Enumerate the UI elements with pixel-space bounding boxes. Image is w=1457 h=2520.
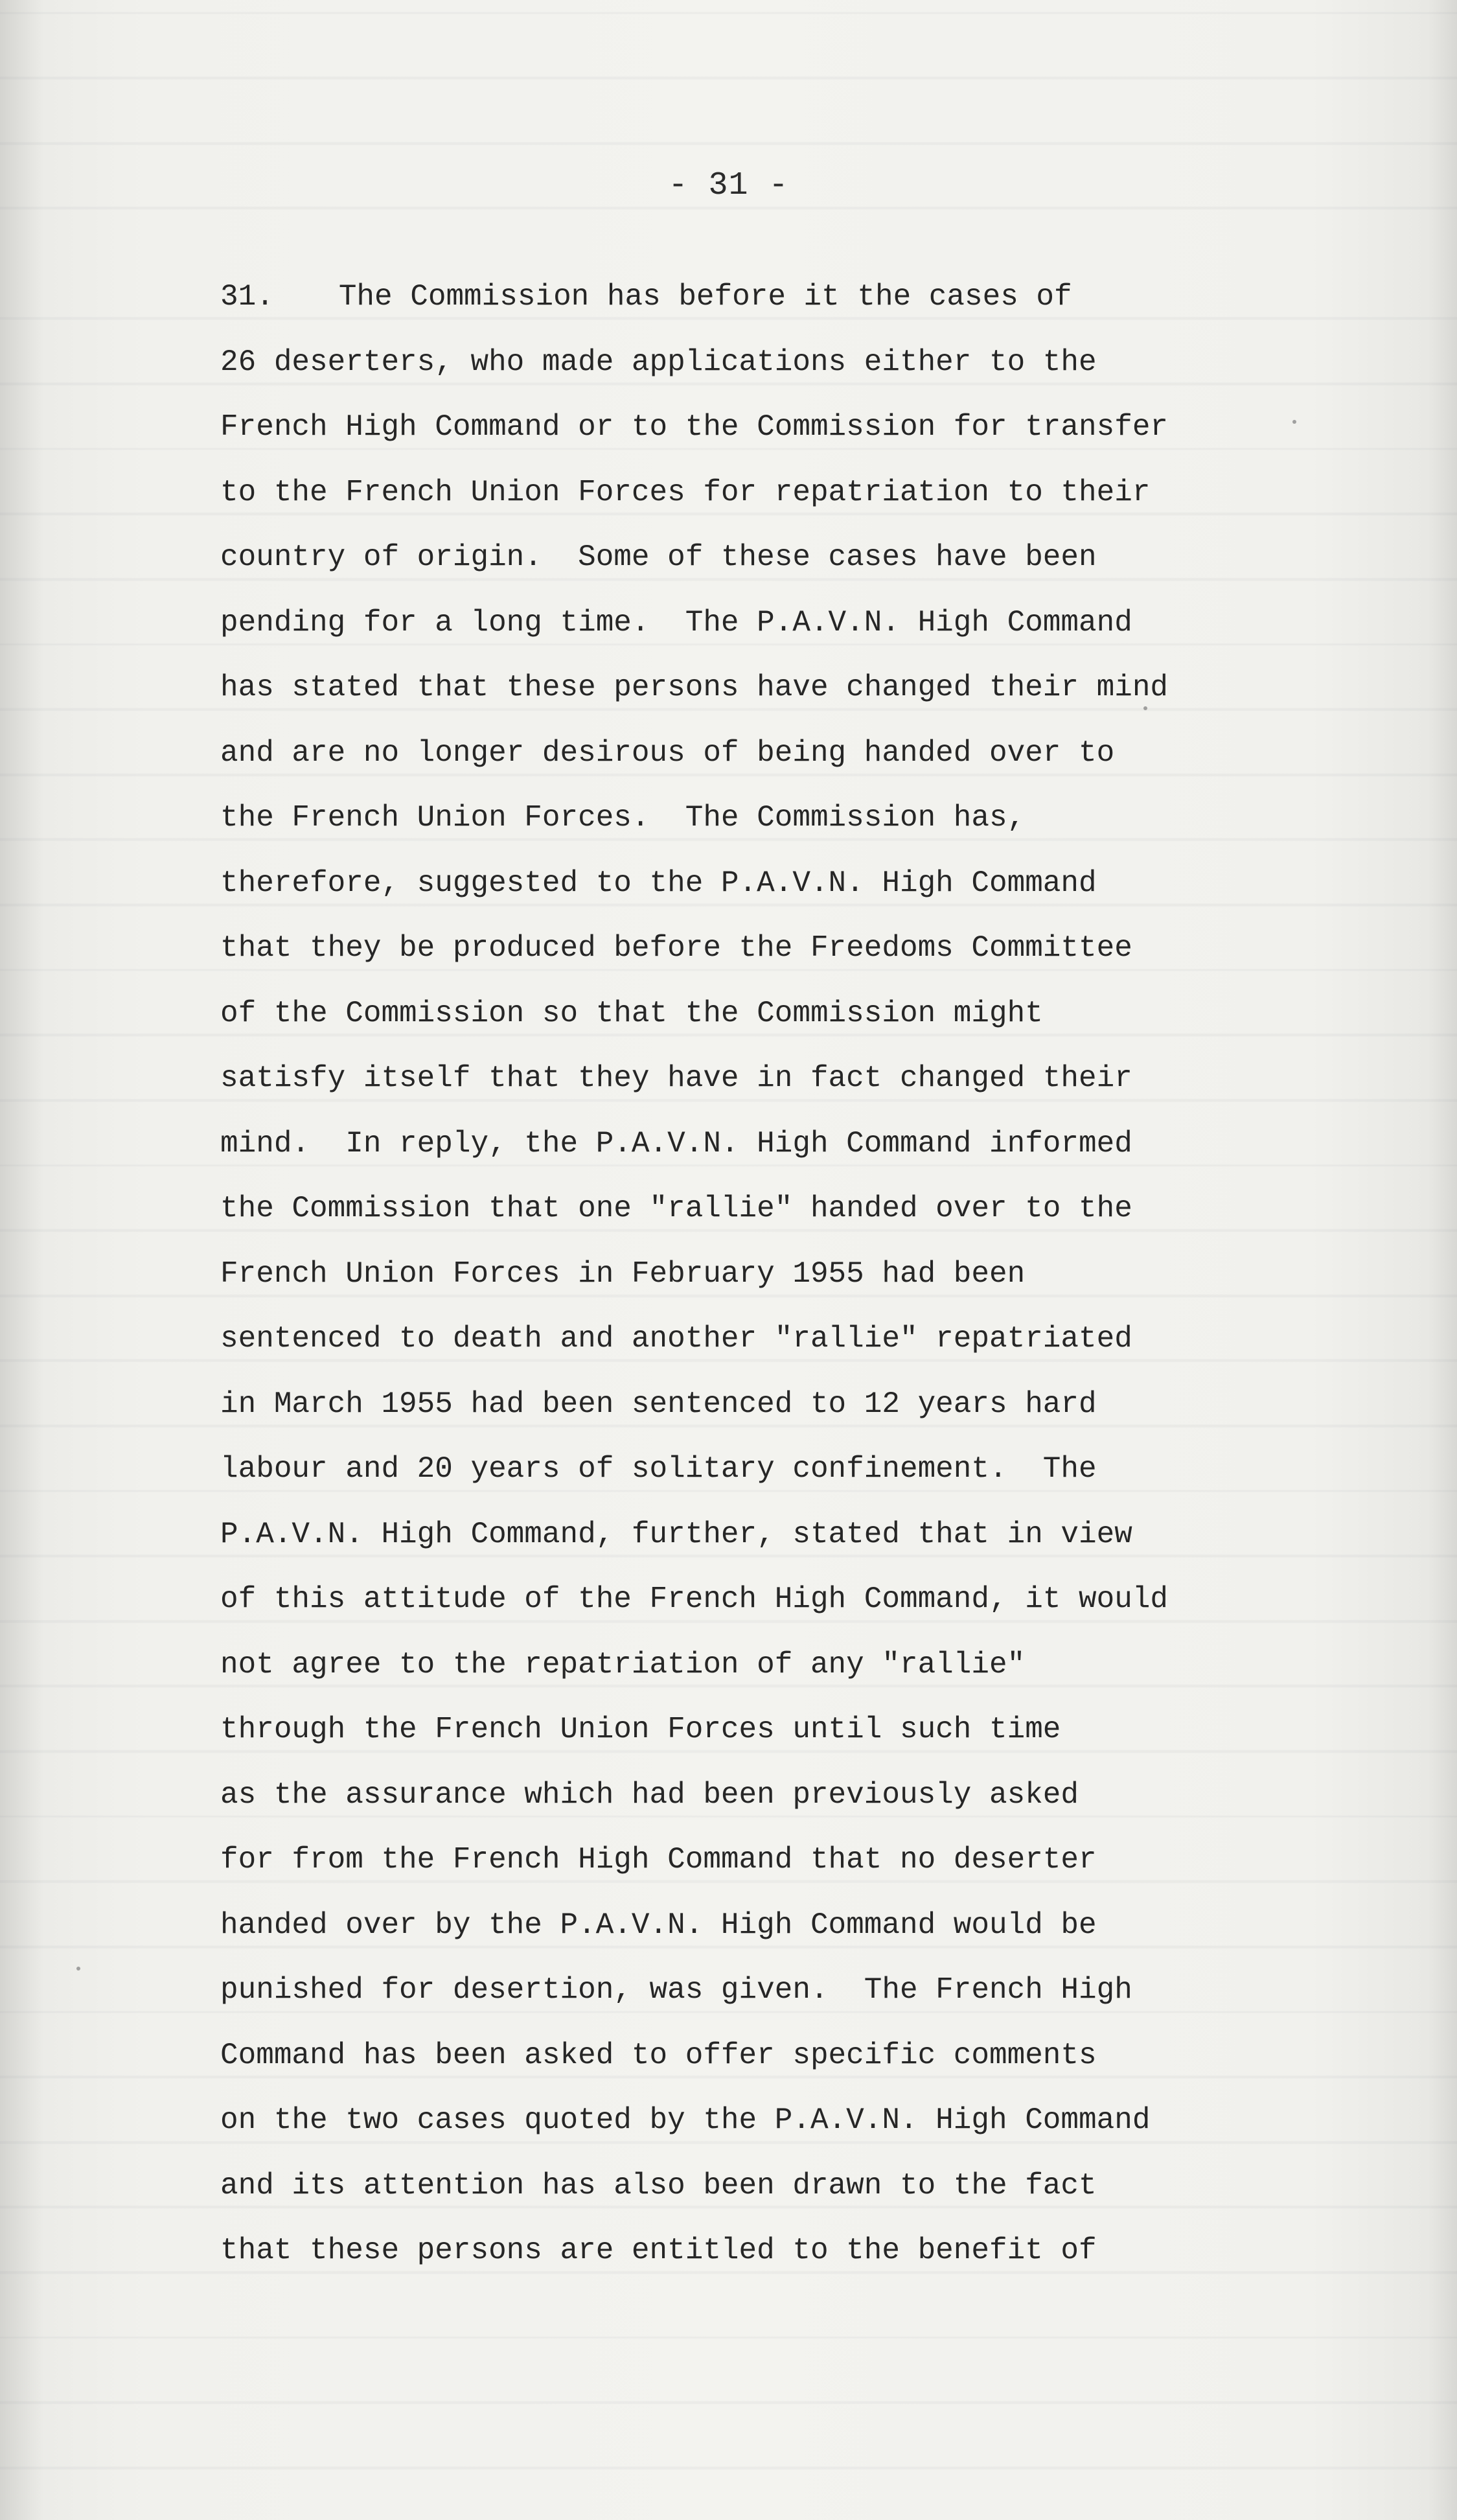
text-line-21: of this attitude of the French High Command, it would	[220, 1582, 1169, 1616]
text-line-18: in March 1955 had been sentenced to 12 years hard	[220, 1387, 1097, 1421]
text-line-17: sentenced to death and another "rallie" repatriated	[220, 1322, 1132, 1356]
text-line-10: therefore, suggested to the P.A.V.N. High Command	[220, 866, 1097, 900]
text-line-28: Command has been asked to offer specific comments	[220, 2038, 1097, 2072]
text-line-1	[220, 264, 1283, 330]
text-line-19: labour and 20 years of solitary confinement. The	[220, 1452, 1097, 1486]
text-line-8: and are no longer desirous of being handed over to	[220, 735, 1115, 770]
text-line-5: country of origin. Some of these cases have been	[220, 540, 1097, 574]
text-line-1-content: The Commission has before it the cases of	[338, 280, 1072, 314]
text-line-15: the Commission that one "rallie" handed over to the	[220, 1192, 1132, 1225]
text-line-25: for from the French High Command that no deserter	[220, 1843, 1097, 1877]
paragraph-number: 31.	[220, 280, 274, 314]
text-line-31: that these persons are entitled to the benefit of	[220, 2234, 1097, 2267]
text-line-13: satisfy itself that they have in fact changed their	[220, 1061, 1132, 1095]
paragraph-31	[220, 264, 1283, 2283]
text-line-3: French High Command or to the Commission for transfer	[220, 410, 1169, 444]
ink-speck	[1143, 706, 1147, 710]
text-line-22: not agree to the repatriation of any "rallie"	[220, 1647, 1026, 1682]
text-line-11: that they be produced before the Freedoms Committee	[220, 931, 1132, 965]
text-line-4: to the French Union Forces for repatriation to their	[220, 475, 1151, 509]
text-line-7: has stated that these persons have changed their mind	[220, 671, 1169, 704]
text-line-26: handed over by the P.A.V.N. High Command would be	[220, 1908, 1097, 1942]
text-line-9: the French Union Forces. The Commission has,	[220, 801, 1026, 835]
page-number: - 31 -	[668, 167, 789, 204]
text-line-14: mind. In reply, the P.A.V.N. High Command informed	[220, 1126, 1132, 1161]
ink-speck	[1292, 420, 1296, 424]
text-line-16: French Union Forces in February 1955 had been	[220, 1256, 1026, 1291]
text-line-12: of the Commission so that the Commission might	[220, 996, 1043, 1030]
text-line-23: through the French Union Forces until such time	[220, 1713, 1061, 1746]
text-line-24: as the assurance which had been previously asked	[220, 1777, 1079, 1812]
text-line-20: P.A.V.N. High Command, further, stated that in view	[220, 1517, 1132, 1551]
text-line-29: on the two cases quoted by the P.A.V.N. High Command	[220, 2103, 1151, 2137]
text-line-2: 26 deserters, who made applications either to the	[220, 345, 1097, 379]
ink-speck	[76, 1967, 80, 1971]
text-line-27: punished for desertion, was given. The French High	[220, 1973, 1132, 2007]
text-line-6: pending for a long time. The P.A.V.N. High Command	[220, 605, 1132, 640]
text-line-30: and its attention has also been drawn to the fact	[220, 2168, 1097, 2202]
